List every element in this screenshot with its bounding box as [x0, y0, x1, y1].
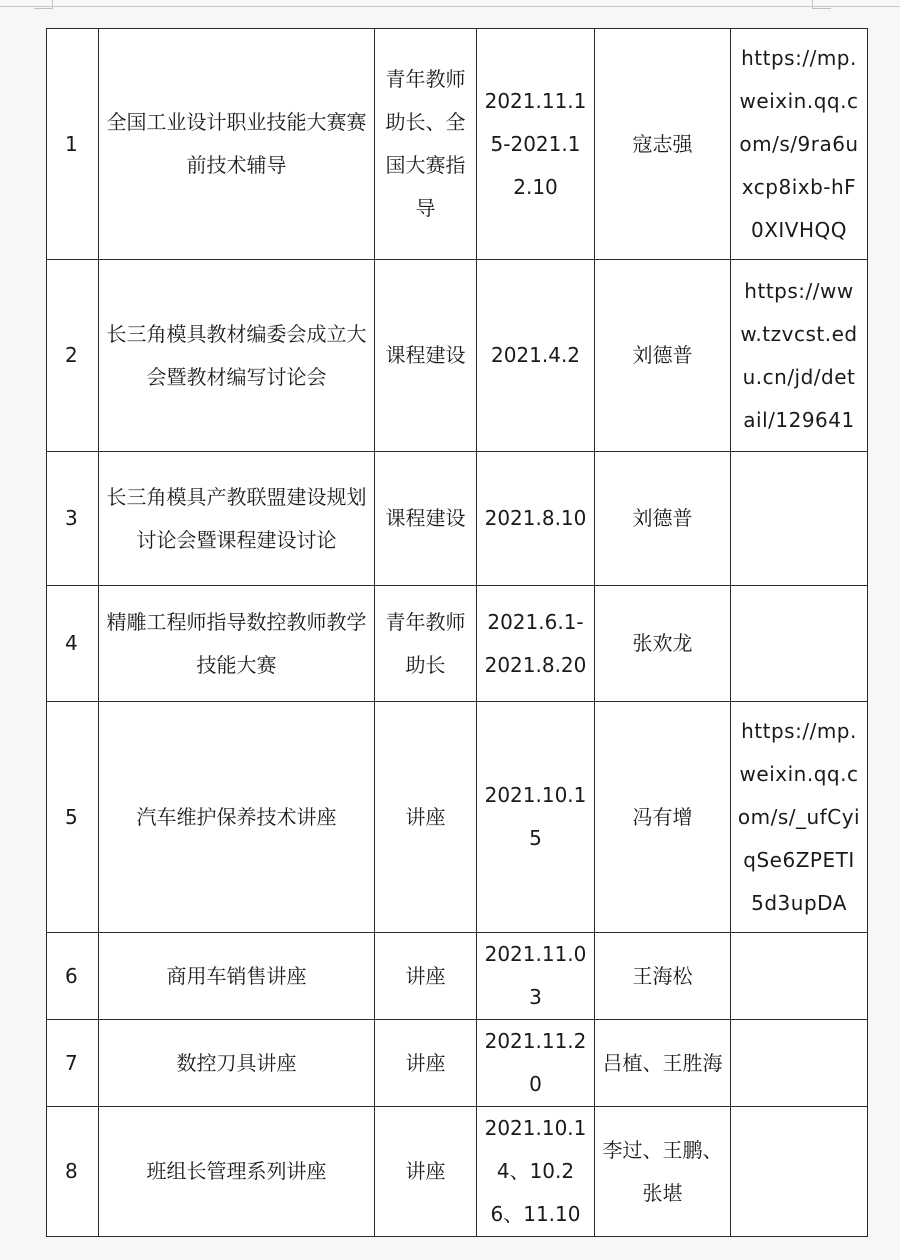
table-row: [47, 586, 868, 702]
activity-title: 全国工业设计职业技能大赛赛前技术辅导: [99, 29, 375, 260]
activity-title: 数控刀具讲座: [99, 1020, 375, 1107]
activity-link[interactable]: https://mp.weixin.qq.com/s/9ra6uxcp8ixb-hF0XIVHQQ: [731, 29, 868, 260]
activity-link[interactable]: https://www.tzvcst.edu.cn/jd/detail/129641: [731, 260, 868, 452]
row-index: 7: [47, 1020, 99, 1107]
activity-date: 2021.11.15-2021.12.10: [477, 29, 595, 260]
activity-person: 王海松: [595, 933, 731, 1020]
activity-title: 商用车销售讲座: [99, 933, 375, 1020]
activity-category: 课程建设: [375, 260, 477, 452]
activity-date: 2021.11.20: [477, 1020, 595, 1107]
activity-date: 2021.6.1-2021.8.20: [477, 586, 595, 702]
activity-link: [731, 452, 868, 586]
page-corner-mark-right: [812, 0, 831, 9]
table-row: [47, 1020, 868, 1107]
row-index: 1: [47, 29, 99, 260]
activity-person: 吕植、王胜海: [595, 1020, 731, 1107]
activity-date: 2021.10.14、10.26、11.10: [477, 1107, 595, 1237]
activity-link: [731, 1020, 868, 1107]
activity-date: 2021.10.15: [477, 702, 595, 933]
activity-title: 长三角模具产教联盟建设规划讨论会暨课程建设讨论: [99, 452, 375, 586]
row-index: 8: [47, 1107, 99, 1237]
activity-category: 讲座: [375, 1107, 477, 1237]
row-index: 2: [47, 260, 99, 452]
page-corner-mark-left: [34, 0, 53, 9]
activity-category: 课程建设: [375, 452, 477, 586]
row-index: 3: [47, 452, 99, 586]
table-row: [47, 260, 868, 452]
table-row: [47, 29, 868, 260]
table-row: [47, 702, 868, 933]
activity-category: 讲座: [375, 1020, 477, 1107]
activity-title: 汽车维护保养技术讲座: [99, 702, 375, 933]
page-top-border: [0, 6, 900, 7]
activity-title: 精雕工程师指导数控教师教学技能大赛: [99, 586, 375, 702]
activity-category: 讲座: [375, 702, 477, 933]
activity-link: [731, 1107, 868, 1237]
row-index: 4: [47, 586, 99, 702]
table-row: [47, 1107, 868, 1237]
activity-date: 2021.4.2: [477, 260, 595, 452]
table-row: [47, 933, 868, 1020]
activity-link: [731, 586, 868, 702]
row-index: 5: [47, 702, 99, 933]
activity-link[interactable]: https://mp.weixin.qq.com/s/_ufCyiqSe6ZPETI5d3upDA: [731, 702, 868, 933]
activity-person: 寇志强: [595, 29, 731, 260]
activity-date: 2021.8.10: [477, 452, 595, 586]
activity-person: 张欢龙: [595, 586, 731, 702]
activity-person: 刘德普: [595, 260, 731, 452]
table-row: [47, 452, 868, 586]
activity-title: 长三角模具教材编委会成立大会暨教材编写讨论会: [99, 260, 375, 452]
activity-link: [731, 933, 868, 1020]
activity-table: [46, 28, 868, 1237]
activity-person: 冯有增: [595, 702, 731, 933]
activity-category: 青年教师助长: [375, 586, 477, 702]
activity-category: 讲座: [375, 933, 477, 1020]
activity-person: 刘德普: [595, 452, 731, 586]
row-index: 6: [47, 933, 99, 1020]
activity-category: 青年教师助长、全国大赛指导: [375, 29, 477, 260]
activity-date: 2021.11.03: [477, 933, 595, 1020]
activity-person: 李过、王鹏、张堪: [595, 1107, 731, 1237]
activity-title: 班组长管理系列讲座: [99, 1107, 375, 1237]
